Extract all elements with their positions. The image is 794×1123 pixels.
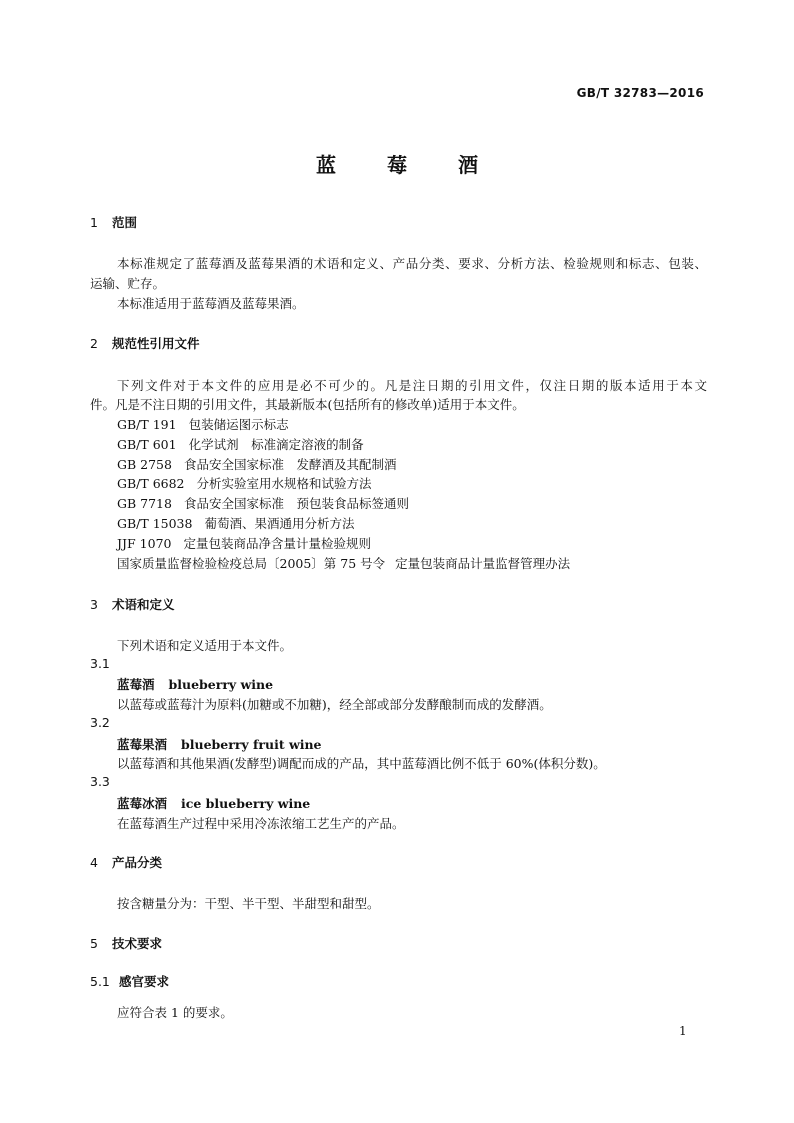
- scope-paragraph-line-1: 本标准规定了蓝莓酒及蓝莓果酒的术语和定义、产品分类、要求、分析方法、检验规则和标志、包装、: [117, 256, 707, 271]
- title-char-3: 酒: [457, 153, 478, 177]
- section-number: 5.1: [90, 974, 110, 989]
- term-english: blueberry wine: [168, 677, 274, 692]
- section-title: 术语和定义: [112, 597, 175, 612]
- term-chinese: 蓝莓冰酒: [117, 796, 168, 811]
- reference-title: 化学试剂 标准滴定溶液的制备: [188, 437, 364, 452]
- term-definition: 在蓝莓酒生产过程中采用冷冻浓缩工艺生产的产品。: [117, 816, 405, 831]
- section-number: 1: [90, 215, 98, 230]
- term-english: blueberry fruit wine: [181, 737, 322, 752]
- reference-title: 葡萄酒、果酒通用分析方法: [204, 516, 355, 531]
- classification-text: 按含糖量分为：干型、半干型、半甜型和甜型。: [117, 896, 380, 911]
- scope-paragraph-line-2: 运输、贮存。: [90, 276, 166, 291]
- page-number: 1: [679, 1024, 687, 1038]
- terms-intro: 下列术语和定义适用于本文件。: [117, 638, 293, 653]
- reference-item: [117, 554, 570, 572]
- reference-item: [117, 474, 372, 492]
- reference-title: 食品安全国家标准 预包装食品标签通则: [183, 496, 409, 511]
- reference-title: 定量包装商品净含量计量检验规则: [183, 536, 371, 551]
- section-1-heading: [90, 213, 137, 231]
- reference-title: 定量包装商品计量监督管理办法: [395, 556, 571, 571]
- references-intro-line-2: 件。凡是不注日期的引用文件，其最新版本(包括所有的修改单)适用于本文件。: [90, 397, 525, 412]
- term-chinese: 蓝莓酒: [117, 677, 155, 692]
- section-number: 4: [90, 855, 98, 870]
- term-number: 3.3: [90, 774, 110, 789]
- section-5-heading: [90, 934, 162, 952]
- term-number: 3.1: [90, 656, 110, 671]
- reference-item: [117, 514, 354, 532]
- reference-item: [117, 455, 396, 473]
- reference-code: GB/T 6682: [117, 476, 185, 491]
- reference-title: 食品安全国家标准 发酵酒及其配制酒: [183, 457, 397, 472]
- section-title: 技术要求: [112, 936, 163, 951]
- term-number: 3.2: [90, 715, 110, 730]
- reference-code: GB 7718: [117, 496, 172, 511]
- scope-applicability: 本标准适用于蓝莓酒及蓝莓果酒。: [117, 296, 305, 311]
- reference-code: GB/T 15038: [117, 516, 193, 531]
- reference-item: [117, 494, 409, 512]
- title-char-2: 莓: [387, 153, 407, 177]
- section-number: 3: [90, 597, 98, 612]
- reference-item: [117, 435, 364, 453]
- reference-item: [117, 534, 371, 552]
- section-4-heading: [90, 853, 162, 871]
- section-title: 感官要求: [119, 974, 170, 989]
- reference-title: 包装储运图示标志: [188, 417, 289, 432]
- document-title: [0, 149, 794, 178]
- standard-code: GB/T 32783—2016: [576, 86, 704, 100]
- reference-code: GB/T 191: [117, 417, 177, 432]
- references-intro-line-1: 下列文件对于本文件的应用是必不可少的。凡是注日期的引用文件，仅注日期的版本适用于本文: [117, 378, 707, 393]
- term-definition: 以蓝莓或蓝莓汁为原料(加糖或不加糖)，经全部或部分发酵酿制而成的发酵酒。: [117, 697, 552, 712]
- section-2-heading: [90, 334, 200, 352]
- reference-code: GB/T 601: [117, 437, 177, 452]
- reference-code: GB 2758: [117, 457, 172, 472]
- term-chinese: 蓝莓果酒: [117, 737, 168, 752]
- reference-item: [117, 415, 289, 433]
- term-heading: [117, 735, 322, 753]
- section-number: 2: [90, 336, 98, 351]
- term-heading: [117, 794, 310, 812]
- term-english: ice blueberry wine: [181, 796, 311, 811]
- section-title: 规范性引用文件: [112, 336, 200, 351]
- sensory-requirement-text: 应符合表 1 的要求。: [117, 1005, 233, 1020]
- section-title: 产品分类: [112, 855, 163, 870]
- section-title: 范围: [112, 215, 138, 230]
- subsection-5-1-heading: [90, 972, 169, 990]
- reference-code: JJF 1070: [117, 536, 172, 551]
- term-definition: 以蓝莓酒和其他果酒(发酵型)调配而成的产品，其中蓝莓酒比例不低于 60%(体积分数)。: [117, 756, 606, 771]
- reference-title: 分析实验室用水规格和试验方法: [196, 476, 372, 491]
- reference-code: 国家质量监督检验检疫总局〔2005〕第 75 号令: [117, 556, 386, 571]
- title-char-1: 蓝: [316, 153, 337, 177]
- term-heading: [117, 675, 273, 693]
- section-3-heading: [90, 595, 175, 613]
- section-number: 5: [90, 936, 98, 951]
